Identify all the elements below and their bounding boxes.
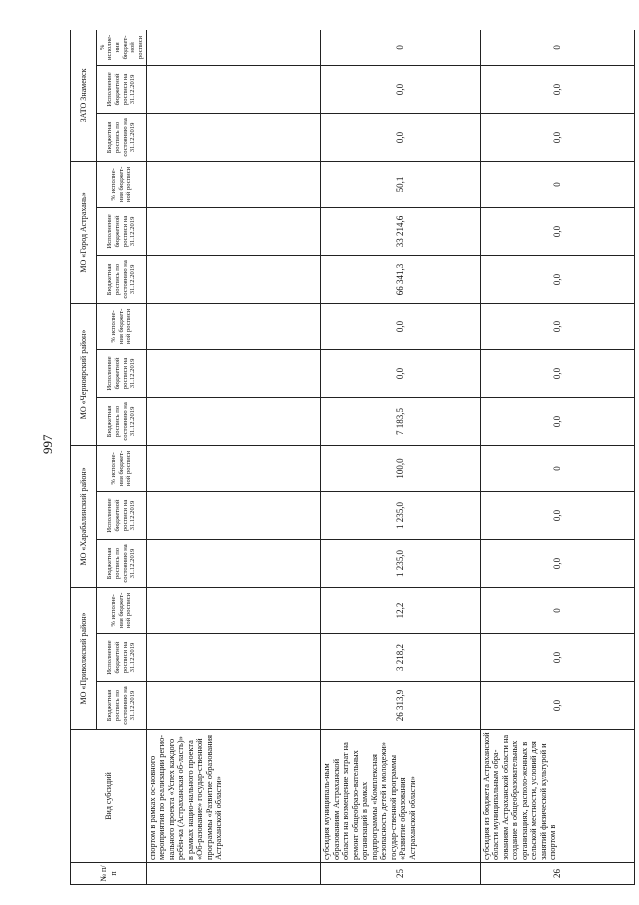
value-cell: 0 <box>480 30 634 65</box>
value-cell: 0 <box>321 30 480 65</box>
header-subcol: Бюджетная роспись по состоянию на 31.12.2019 <box>97 397 147 445</box>
header-subcol: Бюджетная роспись по состоянию на 31.12.2019 <box>97 255 147 303</box>
header-subcol: Бюджетная роспись по состоянию на 31.12.2019 <box>97 539 147 587</box>
value-cell: 1 235,0 <box>321 491 480 539</box>
value-cell: 3 218,2 <box>321 634 480 682</box>
subsidy-description: спортом в рамках ос-новного мероприятия по реализации регио-нального проекта «Успех каждого ребён-ка (Астраханская об-ласть)» в рамках нацио-нального проекта «Об-разование» государ-ственной программы «Развитие образования Астраханской области» <box>147 730 321 863</box>
row-number: 25 <box>321 863 480 885</box>
value-cell: 0,0 <box>480 682 634 730</box>
header-subcol: Исполнение бюджетной росписи на 31.12.2019 <box>97 207 147 255</box>
subsidy-description: субсидия из бюджета Астраханской области муниципальным обра-зованиям Астраханской области на создание в общеобразовательных организациях, располо-женных в сельской местности, условий для занятий физической культурой и спортом в <box>480 730 634 863</box>
value-cell <box>147 113 321 161</box>
table-row <box>321 30 480 885</box>
value-cell: 0,0 <box>480 255 634 303</box>
value-cell <box>147 161 321 207</box>
header-subcol: Исполнение бюджетной росписи на 31.12.2019 <box>97 349 147 397</box>
value-cell: 0,0 <box>480 65 634 113</box>
table-row <box>480 30 634 885</box>
value-cell <box>147 30 321 65</box>
value-cell: 0,0 <box>321 113 480 161</box>
header-subcol: % исполне-ния бюджет-ной росписи <box>97 587 147 633</box>
value-cell <box>147 349 321 397</box>
header-group: МО «Город Астрахань» <box>71 161 97 303</box>
value-cell: 0,0 <box>321 349 480 397</box>
value-cell: 0,0 <box>321 303 480 349</box>
value-cell: 0,0 <box>480 397 634 445</box>
value-cell <box>147 397 321 445</box>
value-cell: 0 <box>480 161 634 207</box>
value-cell: 33 214,6 <box>321 207 480 255</box>
value-cell: 0 <box>480 445 634 491</box>
value-cell: 7 183,5 <box>321 397 480 445</box>
header-subcol: Бюджетная роспись по состоянию на 31.12.2019 <box>97 113 147 161</box>
header-subcol: Исполнение бюджетной росписи на 31.12.2019 <box>97 634 147 682</box>
header-subcol: % исполне-ния бюджет-ной росписи <box>97 445 147 491</box>
value-cell: 0,0 <box>480 207 634 255</box>
header-group: МО «Черноярский район» <box>71 303 97 445</box>
value-cell <box>147 682 321 730</box>
value-cell <box>147 65 321 113</box>
header-type: Вид субсидий <box>71 730 147 863</box>
header-group: МО «Приволжский район» <box>71 587 97 729</box>
value-cell: 0,0 <box>480 634 634 682</box>
table-row <box>147 30 321 885</box>
subsidy-table <box>70 30 635 885</box>
header-subcol: % исполне-ния бюджет-ной росписи <box>97 30 147 65</box>
rotated-page <box>70 30 635 885</box>
row-number <box>147 863 321 885</box>
header-subcol: % исполне-ния бюджет-ной росписи <box>97 303 147 349</box>
value-cell: 66 341,3 <box>321 255 480 303</box>
value-cell <box>147 207 321 255</box>
value-cell <box>147 587 321 633</box>
value-cell: 0,0 <box>480 349 634 397</box>
value-cell <box>147 303 321 349</box>
value-cell: 0,0 <box>480 303 634 349</box>
value-cell <box>147 539 321 587</box>
value-cell <box>147 491 321 539</box>
value-cell: 12,2 <box>321 587 480 633</box>
header-num: № п/п <box>71 863 147 885</box>
header-subcol: Бюджетная роспись по состоянию на 31.12.2019 <box>97 682 147 730</box>
value-cell: 0,0 <box>480 539 634 587</box>
table-wrapper <box>70 30 635 885</box>
header-subcol: Исполнение бюджетной росписи на 31.12.2019 <box>97 65 147 113</box>
subsidy-description: субсидия муниципаль-ным образованиям Астраханской области на возмещение затрат на ремонт общеобразо-вательных организаций в рамках подпрограммы «Комплексная безопасность детей и молодежи» государ-ственной программы «Развитие образования Астраханской области» <box>321 730 480 863</box>
value-cell: 1 235,0 <box>321 539 480 587</box>
header-subcol: % исполне-ния бюджет-ной росписи <box>97 161 147 207</box>
value-cell: 0,0 <box>480 491 634 539</box>
value-cell: 0,0 <box>480 113 634 161</box>
value-cell <box>147 634 321 682</box>
row-number: 26 <box>480 863 634 885</box>
value-cell: 50,1 <box>321 161 480 207</box>
value-cell: 100,0 <box>321 445 480 491</box>
value-cell <box>147 445 321 491</box>
header-subcol: Исполнение бюджетной росписи на 31.12.2019 <box>97 491 147 539</box>
value-cell: 0 <box>480 587 634 633</box>
value-cell: 26 313,9 <box>321 682 480 730</box>
value-cell: 0,0 <box>321 65 480 113</box>
header-group: МО «Харабалинский район» <box>71 445 97 587</box>
header-group: ЗАТО Знаменск <box>71 30 97 161</box>
page-number: 997 <box>40 434 55 454</box>
value-cell <box>147 255 321 303</box>
